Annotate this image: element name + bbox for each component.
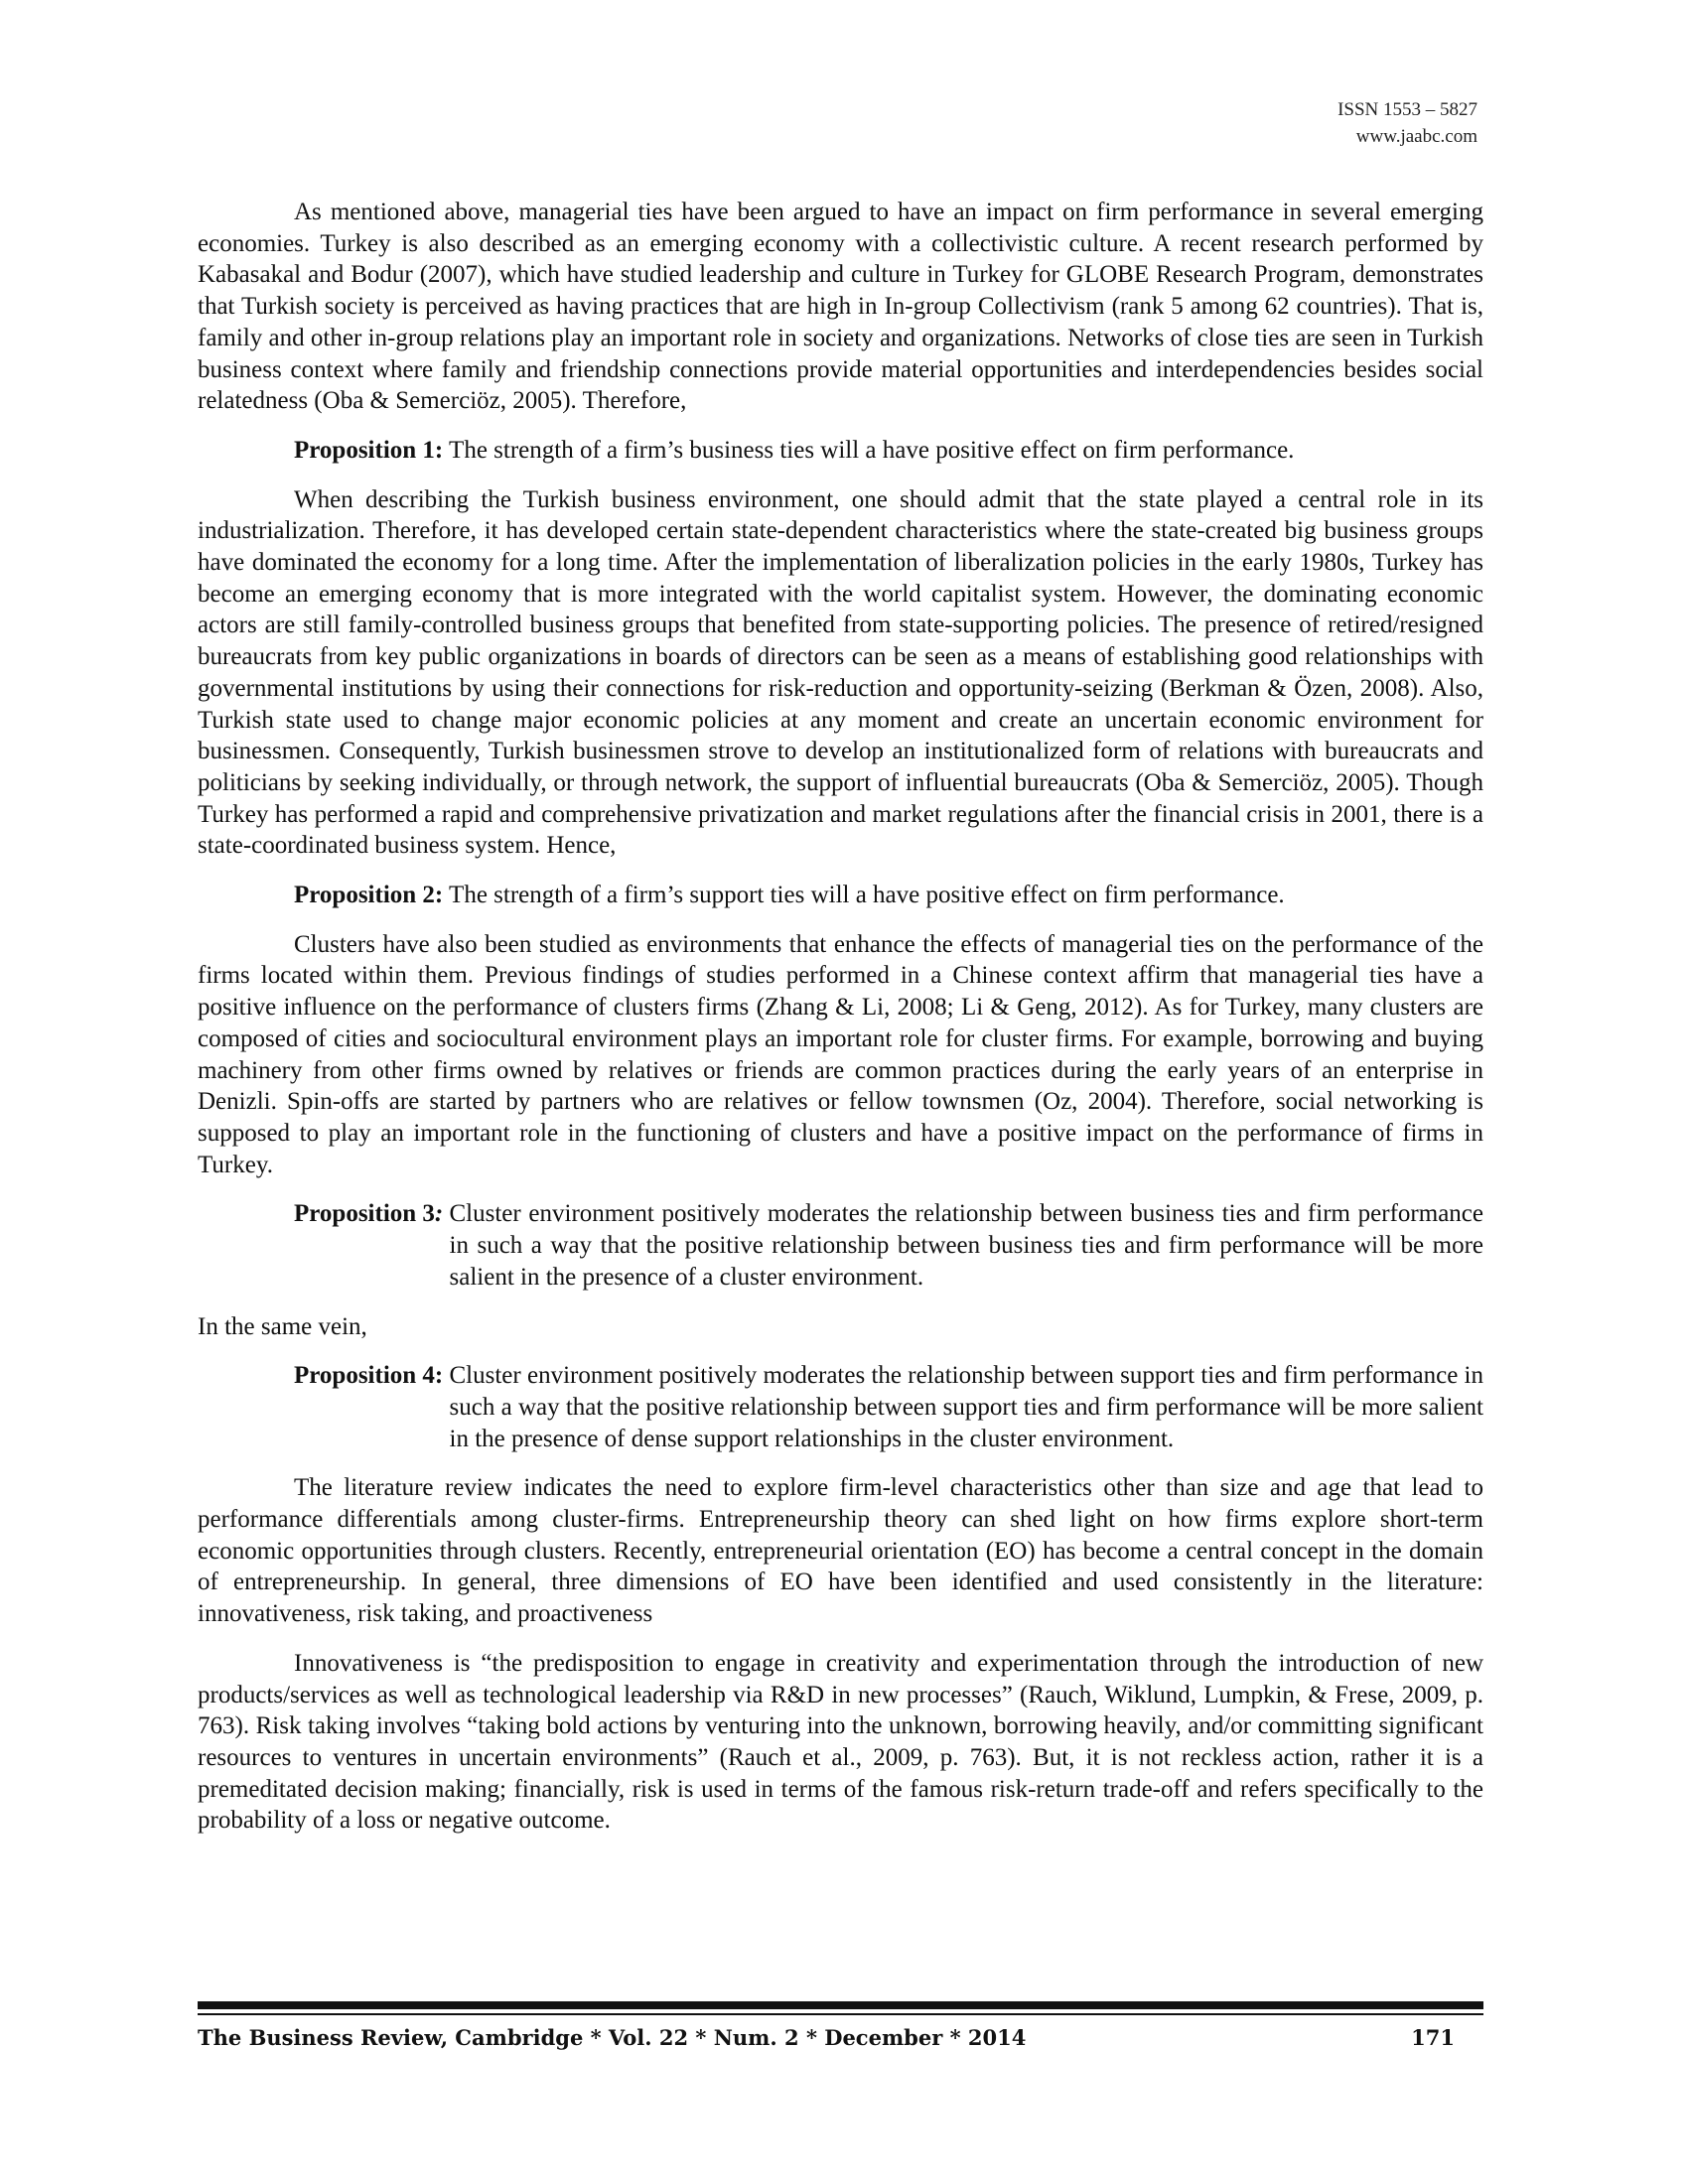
paragraph-clusters: Clusters have also been studied as environments that enhance the effects of managerial ties on the performance of the firms located within them. Previous findings of studies performed in a Chinese context affirm that managerial ties have a positive influence on the performance of clusters firms (Zhang & Li, 2008; Li & Geng, 2012). As for Turkey, many clusters are composed of cities and sociocultural environment plays an important role for cluster firms. For example, borrowing and buying machinery from other firms owned by relatives or friends are common practices during the early years of an enterprise in Denizli. Spin-offs are started by partners who are relatives or fellow townsmen (Oz, 2004). Therefore, social networking is supposed to play an important role in the functioning of clusters and have a positive impact on the performance of firms in Turkey. (198, 930, 1483, 1178)
proposition-4 (198, 1360, 1483, 1454)
paragraph-managerial-ties: As mentioned above, managerial ties have been argued to have an impact on firm performance in several emerging economies. Turkey is also described as an emerging economy with a collectivistic culture. A recent research performed by Kabasakal and Bodur (2007), which have studied leadership and culture in Turkey for GLOBE Research Program, demonstrates that Turkish society is perceived as having practices that are high in In-group Collectivism (rank 5 among 62 countries). That is, family and other in-group relations play an important role in society and organizations. Networks of close ties are seen in Turkish business context where family and friendship connections provide material opportunities and interdependencies besides social relatedness (Oba & Semerciöz, 2005). Therefore, (198, 199, 1483, 415)
journal-citation: The Business Review, Cambridge * Vol. 22 * Num. 2 * December * 2014 (198, 2025, 1027, 2050)
proposition-1-text: The strength of a firm’s business ties will a have positive effect on firm performance. (443, 436, 1295, 464)
page-footer (198, 2025, 1455, 2050)
page-number: 171 (1411, 2025, 1455, 2050)
issn-number: ISSN 1553 – 5827 (1337, 99, 1477, 120)
proposition-3 (198, 1198, 1483, 1293)
proposition-2-text: The strength of a firm’s support ties will a have positive effect on firm performance. (443, 882, 1285, 909)
proposition-3-text: Cluster environment positively moderates the relationship between business ties and firm performance in such a way that the positive relationship between business ties and firm performance will be more salient in the presence of a cluster environment. (449, 1200, 1483, 1291)
proposition-3-label: Proposition 3 (294, 1200, 435, 1228)
proposition-3-colon: : (434, 1200, 444, 1228)
proposition-4-label: Proposition 4: (294, 1362, 444, 1390)
article-body (198, 197, 1483, 1837)
transition-line: In the same vein, (198, 1312, 367, 1340)
paragraph-business-environment: When describing the Turkish business environment, one should admit that the state played a central role in its industrialization. Therefore, it has developed certain state-dependent characteristics where the state-created big business groups have dominated the economy for a long time. After the implementation of liberalization policies in the early 1980s, Turkey has become an emerging economy that is more integrated with the world capitalist system. However, the dominating economic actors are still family-controlled business groups that benefited from state-supporting policies. The presence of retired/resigned bureaucrats from key public organizations in boards of directors can be seen as a means of establishing good relationships with governmental institutions by using their connections for risk-reduction and opportunity-seizing (Berkman & Özen, 2008). Also, Turkish state used to change major economic policies at any moment and create an uncertain economic environment for businessmen. Consequently, Turkish businessmen strove to develop an institutionalized form of relations with bureaucrats and politicians by seeking individually, or through network, the support of influential bureaucrats (Oba & Semerciöz, 2005). Though Turkey has performed a rapid and comprehensive privatization and market regulations after the financial crisis in 2001, there is a state-coordinated business system. Hence, (198, 485, 1483, 860)
paragraph-innovativeness: Innovativeness is “the predisposition to engage in creativity and experimentation through the introduction of new products/services as well as technological leadership via R&D in new processes” (Rauch, Wiklund, Lumpkin, & Frese, 2009, p. 763). Risk taking involves “taking bold actions by venturing into the unknown, borrowing heavily, and/or committing significant resources to ventures in uncertain environments” (Rauch et al., 2009, p. 763). But, it is not reckless action, rather it is a premeditated decision making; financially, risk is used in terms of the famous risk-return trade-off and refers specifically to the probability of a loss or negative outcome. (198, 1649, 1483, 1835)
footer-rule-thick (198, 2001, 1483, 2009)
paragraph-literature-review: The literature review indicates the need to explore firm-level characteristics other than size and age that lead to performance differentials among cluster-firms. Entrepreneurship theory can shed light on how firms explore short-term economic opportunities through clusters. Recently, entrepreneurial orientation (EO) has become a central concept in the domain of entrepreneurship. In general, three dimensions of EO have been identified and used consistently in the literature: innovativeness, risk taking, and proactiveness (198, 1474, 1483, 1628)
proposition-2 (198, 880, 1483, 911)
proposition-1-label: Proposition 1: (294, 436, 444, 464)
proposition-2-label: Proposition 2: (294, 882, 444, 909)
proposition-4-text: Cluster environment positively moderates the relationship between support ties and firm performance in such a way that the positive relationship between support ties and firm performance will be more salient in the presence of dense support relationships in the cluster environment. (449, 1362, 1483, 1452)
proposition-1 (198, 435, 1483, 467)
header-block (1337, 96, 1477, 150)
journal-website: www.jaabc.com (1355, 126, 1477, 147)
footer-rule-thin (198, 2013, 1483, 2015)
